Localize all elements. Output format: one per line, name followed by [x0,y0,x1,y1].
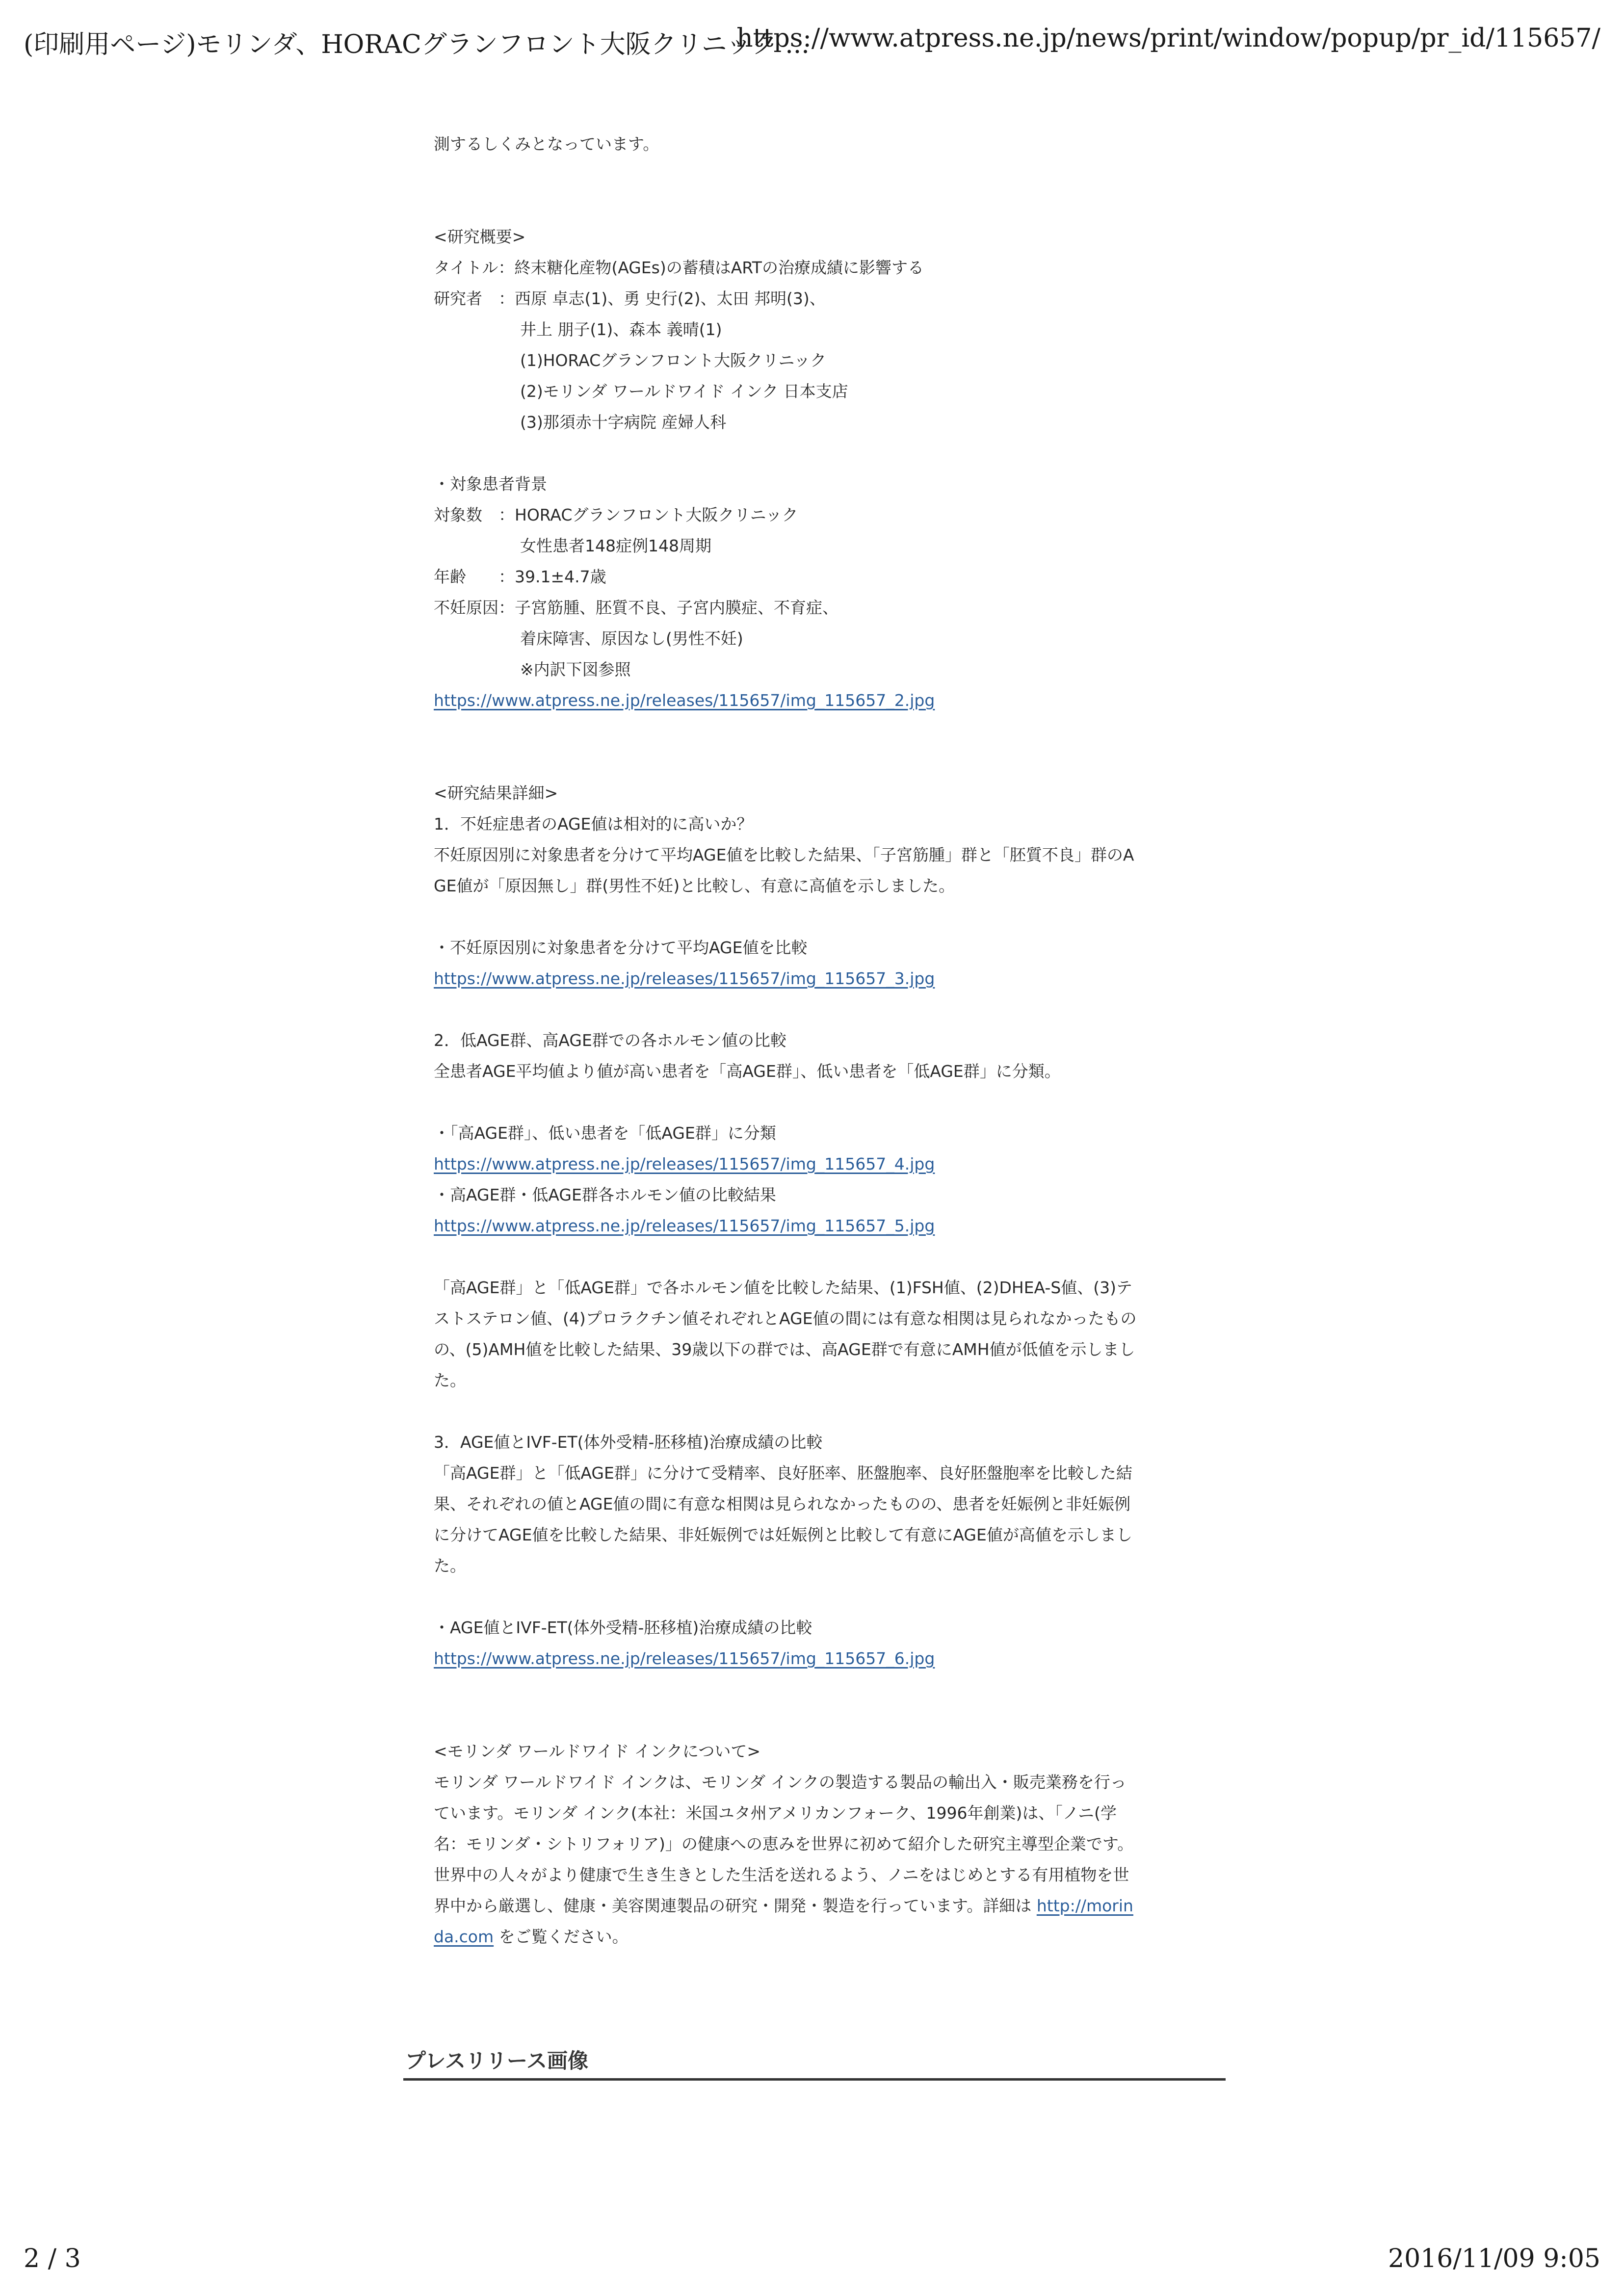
results-q3-body-2: 果、それぞれの値とAGE値の間に有意な相関は見られなかったものの、患者を妊娠例と非妊娠例 [434,1494,1131,1513]
results-q2-result-2: ストステロン値、(4)プロラクチン値それぞれとAGE値の間には有意な相関は見られなかったもの [434,1309,1137,1328]
results-q3-figure-caption: ・AGE値とIVF-ET(体外受精-胚移植)治療成績の比較 [434,1618,812,1637]
about-line-4: 世界中の人々がより健康で生き生きとした生活を送れるよう、ノニをはじめとする有用植物を世 [434,1865,1129,1884]
results-q1-figure-link[interactable]: https://www.atpress.ne.jp/releases/115657/img_115657_3.jpg [434,969,935,988]
overview-affiliation-2: (2)モリンダ ワールドワイド インク 日本支店 [520,382,848,401]
results-q3-body-3: に分けてAGE値を比較した結果、非妊娠例では妊娠例と比較して有意にAGE値が高値を示しまし [434,1525,1132,1544]
results-q3-title: 3．AGE値とIVF-ET(体外受精-胚移植)治療成績の比較 [434,1433,823,1452]
morinda-website-link[interactable]: http://morin [1036,1896,1133,1915]
background-subjects-2: 女性患者148症例148周期 [520,536,711,555]
overview-affiliation-3: (3)那須赤十字病院 産婦人科 [520,413,727,432]
background-figure-link[interactable]: https://www.atpress.ne.jp/releases/115657/img_115657_2.jpg [434,691,935,710]
overview-researchers-1: 研究者 ：西原 卓志(1)、勇 史行(2)、太田 邦明(3)、 [434,289,826,308]
results-q2-body: 全患者AGE平均値より値が高い患者を「高AGE群」、低い患者を「低AGE群」に分類。 [434,1062,1061,1081]
background-subjects-1: 対象数 ：HORACグランフロント大阪クリニック [434,505,798,524]
results-q3-body-4: た。 [434,1556,466,1575]
page-number: 2 / 3 [24,2244,81,2273]
results-q1-body-1: 不妊原因別に対象患者を分けて平均AGE値を比較した結果、「子宮筋腫」群と「胚質不良」群のA [434,845,1134,864]
background-age: 年齢 ：39.1±4.7歳 [434,567,606,586]
about-line-5 [434,1890,1199,1921]
results-q2-figure2-caption: ・高AGE群・低AGE群各ホルモン値の比較結果 [434,1185,776,1204]
overview-heading: <研究概要> [434,227,526,246]
press-images-heading: プレスリリース画像 [405,2049,588,2073]
intro-tail: 測するしくみとなっています。 [434,134,659,154]
overview-affiliation-1: (1)HORACグランフロント大阪クリニック [520,351,827,370]
background-causes-2: 着床障害、原因なし(男性不妊) [520,629,743,648]
about-line-2: ています。モリンダ インク(本社：米国ユタ州アメリカンフォーク、1996年創業)は、「ノニ(学 [434,1803,1117,1823]
about-heading: <モリンダ ワールドワイド インクについて> [434,1742,760,1761]
results-q2-title: 2．低AGE群、高AGE群での各ホルモン値の比較 [434,1031,786,1050]
background-causes-1: 不妊原因：子宮筋腫、胚質不良、子宮内膜症、不育症、 [434,598,838,617]
results-q1-figure-caption: ・不妊原因別に対象患者を分けて平均AGE値を比較 [434,938,808,957]
results-q2-figure1-link[interactable]: https://www.atpress.ne.jp/releases/115657/img_115657_4.jpg [434,1154,935,1174]
results-q1-title: 1．不妊症患者のAGE値は相対的に高いか？ [434,814,753,834]
results-heading: <研究結果詳細> [434,783,558,803]
overview-researchers-2: 井上 朋子(1)、森本 義晴(1) [520,320,722,339]
print-page-url: https://www.atpress.ne.jp/news/print/window/popup/pr_id/115657/ [736,24,1600,53]
results-q2-result-4: た。 [434,1371,466,1390]
article-body [434,129,1199,1952]
print-datetime: 2016/11/09 9:05 [1388,2244,1600,2273]
results-q3-body-1: 「高AGE群」と「低AGE群」に分けて受精率、良好胚率、胚盤胞率、良好胚盤胞率を比較した結 [434,1463,1132,1483]
print-page-title: (印刷用ページ)モリンダ、HORACグランフロント大阪クリニック ... [24,30,810,59]
overview-title: タイトル：終末糖化産物(AGEs)の蓄積はARTの治療成績に影響する [434,258,924,277]
print-footer [24,2244,1600,2278]
background-heading: ・対象患者背景 [434,474,547,494]
about-line-6-text: をご覧ください。 [494,1927,629,1946]
results-q1-body-2: GE値が「原因無し」群(男性不妊)と比較し、有意に高値を示しました。 [434,876,955,895]
results-q2-result-3: の、(5)AMH値を比較した結果、39歳以下の群では、高AGE群で有意にAMH値が低値を示しまし [434,1340,1135,1359]
print-header [24,24,1600,73]
about-line-5-text: 界中から厳選し、健康・美容関連製品の研究・開発・製造を行っています。詳細は [434,1896,1037,1915]
morinda-website-link-continued[interactable]: da.com [434,1927,494,1946]
about-line-1: モリンダ ワールドワイド インクは、モリンダ インクの製造する製品の輸出入・販売業務を行っ [434,1773,1126,1792]
about-line-6 [434,1921,1199,1952]
results-q2-figure1-caption: ・「高AGE群」、低い患者を「低AGE群」に分類 [434,1123,776,1143]
results-q3-figure-link[interactable]: https://www.atpress.ne.jp/releases/115657/img_115657_6.jpg [434,1649,935,1668]
results-q2-figure2-link[interactable]: https://www.atpress.ne.jp/releases/115657/img_115657_5.jpg [434,1216,935,1235]
background-note: ※内訳下図参照 [520,660,631,679]
results-q2-result-1: 「高AGE群」と「低AGE群」で各ホルモン値を比較した結果、(1)FSH値、(2)DHEA-S値、(3)テ [434,1278,1133,1297]
press-images-section-header [403,2045,1226,2081]
about-line-3: 名：モリンダ・シトリフォリア)」の健康への恵みを世界に初めて紹介した研究主導型企業です。 [434,1834,1134,1853]
